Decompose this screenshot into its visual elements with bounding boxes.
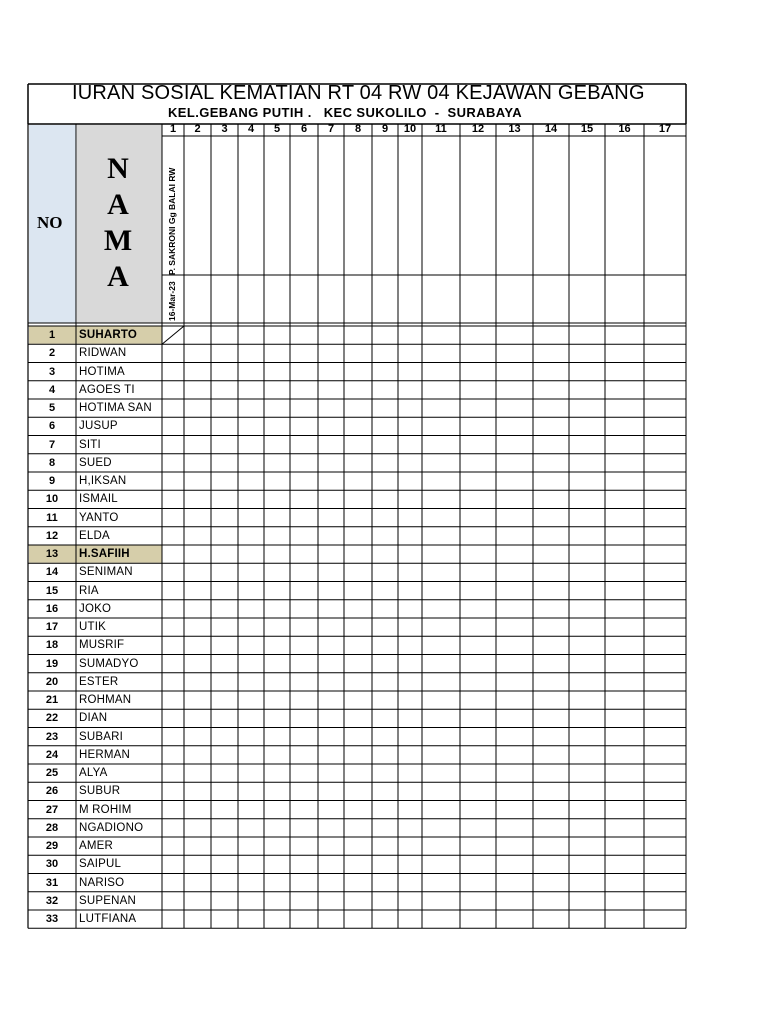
row-number: 8 xyxy=(48,456,56,469)
column-number: 9 xyxy=(381,123,389,135)
member-name: ESTER xyxy=(79,675,119,688)
row-number: 15 xyxy=(45,584,59,597)
nama-letter: A xyxy=(107,188,129,221)
nama-letter: N xyxy=(107,152,129,185)
row-number: 24 xyxy=(45,748,59,761)
member-name: RIA xyxy=(79,584,99,597)
first-column-date: 16-Mar-23 xyxy=(167,281,177,321)
row-number: 25 xyxy=(45,767,59,779)
row-number: 20 xyxy=(45,675,59,688)
column-number: 14 xyxy=(544,123,558,135)
member-name: YANTO xyxy=(79,511,119,524)
row-number: 5 xyxy=(48,402,56,414)
member-name: SUMADYO xyxy=(79,657,139,670)
member-name: UTIK xyxy=(79,621,106,633)
member-name: ISMAIL xyxy=(79,493,118,506)
column-number: 1 xyxy=(169,123,177,135)
row-number: 10 xyxy=(45,493,59,506)
column-number: 5 xyxy=(273,123,281,135)
column-number: 4 xyxy=(247,123,255,135)
row-number: 12 xyxy=(45,529,59,542)
member-name: HOTIMA xyxy=(79,365,125,378)
member-name: ELDA xyxy=(79,529,110,542)
sheet-title: IURAN SOSIAL KEMATIAN RT 04 RW 04 KEJAWAN GEBANG xyxy=(72,82,645,104)
row-number: 31 xyxy=(45,876,59,889)
no-column-header: NO xyxy=(37,213,63,232)
column-number: 16 xyxy=(618,123,631,135)
column-number: 15 xyxy=(580,123,594,135)
member-name: AMER xyxy=(79,840,114,852)
row-number: 29 xyxy=(45,840,59,852)
row-number: 19 xyxy=(45,657,59,670)
row-number: 26 xyxy=(45,785,59,798)
row-number: 30 xyxy=(45,858,59,871)
row-number: 7 xyxy=(48,438,56,451)
member-name: SAIPUL xyxy=(79,858,122,871)
row-number: 18 xyxy=(45,639,59,652)
row-number: 21 xyxy=(45,694,59,706)
member-name: SUED xyxy=(79,456,112,469)
member-name: RIDWAN xyxy=(79,347,127,360)
first-column-person: P. SAKRONI Gg BALAI RW xyxy=(167,167,177,275)
column-number: 2 xyxy=(194,123,201,135)
member-name: SENIMAN xyxy=(79,566,133,579)
member-name: H.SAFIIH xyxy=(79,548,130,560)
member-name: NGADIONO xyxy=(79,821,144,834)
row-number: 16 xyxy=(45,602,59,615)
nama-letter: A xyxy=(107,260,129,293)
row-number: 11 xyxy=(46,511,58,524)
member-name: LUTFIANA xyxy=(79,913,137,925)
nama-letter: M xyxy=(103,224,133,257)
member-name: HERMAN xyxy=(79,748,131,761)
row-number: 2 xyxy=(48,347,56,360)
column-number: 13 xyxy=(508,123,521,135)
member-name: AGOES TI xyxy=(79,383,135,396)
row-number: 4 xyxy=(48,383,56,396)
member-name: ALYA xyxy=(79,767,108,779)
member-name: M ROHIM xyxy=(79,803,132,816)
row-number: 27 xyxy=(45,803,59,816)
column-number: 17 xyxy=(658,123,672,135)
member-name: H,IKSAN xyxy=(79,475,127,487)
member-name: MUSRIF xyxy=(79,639,125,652)
column-number: 10 xyxy=(403,123,417,135)
column-number: 12 xyxy=(471,123,485,135)
sheet-subtitle: KEL.GEBANG PUTIH . KEC SUKOLILO - SURABAYA xyxy=(168,105,523,120)
member-name: JOKO xyxy=(79,602,112,615)
member-name: SUHARTO xyxy=(79,329,138,341)
column-number: 7 xyxy=(327,123,335,135)
member-name: HOTIMA SAN xyxy=(79,402,152,414)
member-name: ROHMAN xyxy=(79,694,132,706)
member-name: SITI xyxy=(79,438,101,451)
row-number: 22 xyxy=(45,712,59,725)
column-number: 3 xyxy=(221,123,228,135)
member-name: SUBUR xyxy=(79,785,121,798)
column-number: 6 xyxy=(300,123,308,135)
row-number: 23 xyxy=(45,730,59,743)
row-number: 9 xyxy=(48,475,56,487)
member-name: DIAN xyxy=(79,712,108,725)
member-name: NARISO xyxy=(79,876,125,889)
row-number: 28 xyxy=(45,821,59,834)
member-name: SUBARI xyxy=(79,730,124,743)
row-1-diagonal-mark xyxy=(162,326,184,344)
row-number: 6 xyxy=(48,420,56,433)
row-number: 33 xyxy=(45,913,59,925)
member-name: JUSUP xyxy=(79,420,118,433)
row-number: 14 xyxy=(45,566,59,579)
column-number: 8 xyxy=(354,123,362,135)
member-name: SUPENAN xyxy=(79,894,136,907)
row-number: 1 xyxy=(48,329,56,341)
row-number: 13 xyxy=(45,548,59,560)
row-number: 3 xyxy=(48,365,56,378)
column-number: 11 xyxy=(435,123,447,135)
row-number: 17 xyxy=(45,621,59,633)
row-number: 32 xyxy=(45,894,59,907)
